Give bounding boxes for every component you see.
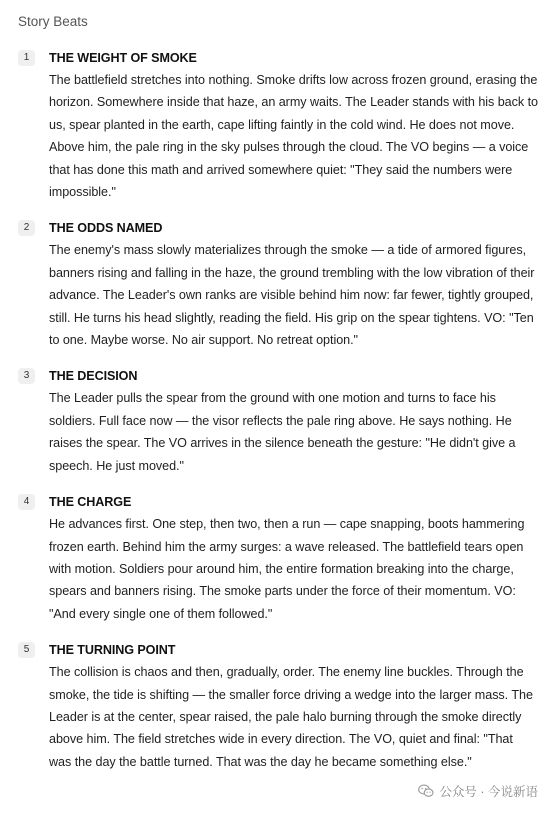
beat-item — [18, 49, 538, 203]
beat-title: THE CHARGE — [49, 495, 132, 510]
beat-item — [18, 493, 538, 625]
beat-number-badge: 2 — [18, 220, 35, 236]
beat-description: The battlefield stretches into nothing. Smoke drifts low across frozen ground, erasing the horizon. Somewhere inside that haze, an army waits. The Leader stands with his back to us, spear planted in the earth, cape lifting faintly in the cold wind. He does not move. Above him, the pale ring in the sky pulses through the cloud. The VO begins — a voice that has done this math and arrived somewhere quiet: "They said the numbers were impossible." — [49, 73, 538, 200]
beat-title: THE DECISION — [49, 369, 138, 384]
beat-content — [49, 367, 538, 477]
beat-description: The enemy's mass slowly materializes through the smoke — a tide of armored figures, banners rising and falling in the haze, the ground trembling with the low vibration of their advance. The Leader's own ranks are visible behind him now: far fewer, tightly grouped, still. He turns his head slightly, reading the field. His grip on the spear tightens. VO: "Ten to one. Maybe worse. No air support. No retreat option." — [49, 243, 535, 348]
beat-content — [49, 641, 538, 773]
wechat-icon — [418, 784, 434, 798]
beat-item — [18, 219, 538, 351]
beat-title: THE WEIGHT OF SMOKE — [49, 51, 197, 65]
beat-number-badge: 3 — [18, 368, 35, 384]
beat-description: He advances first. One step, then two, then a run — cape snapping, boots hammering frozen earth. Behind him the army surges: a wave released. The battlefield tears open with motion. Soldiers pour around him, the entire formation breaking into the charge, spears and banners rising. The smoke parts under the force of their momentum. VO: "And every single one of them followed." — [49, 517, 525, 621]
beat-item — [18, 641, 538, 773]
beat-description: The Leader pulls the spear from the ground with one motion and turns to face his soldiers. Full face now — the visor reflects the pale ring above. He says nothing. He raises the spear. The VO arrives in the silence beneath the gesture: "He didn't give a speech. He just moved." — [49, 391, 516, 473]
beat-content — [49, 493, 538, 625]
beat-description: The collision is chaos and then, gradually, order. The enemy line buckles. Through the smoke, the tide is shifting — the smaller force driving a wedge into the larger mass. The Leader is at the center, spear raised, the pale halo burning through the smoke directly above him. The field stretches wide in every direction. The VO, quiet and final: "That was the day the battle turned. That was the day he became something else." — [49, 665, 533, 769]
beat-item — [18, 367, 538, 477]
beat-title: THE ODDS NAMED — [49, 221, 163, 236]
watermark-text: 公众号 · 今说新语 — [439, 785, 538, 799]
beat-number-badge: 4 — [18, 494, 35, 510]
beat-content — [49, 219, 538, 351]
page-title: Story Beats — [18, 14, 88, 29]
watermark — [418, 782, 538, 800]
beat-title: THE TURNING POINT — [49, 643, 176, 658]
beat-content — [49, 49, 538, 203]
beat-number-badge: 5 — [18, 642, 35, 658]
beat-number-badge: 1 — [18, 50, 35, 66]
